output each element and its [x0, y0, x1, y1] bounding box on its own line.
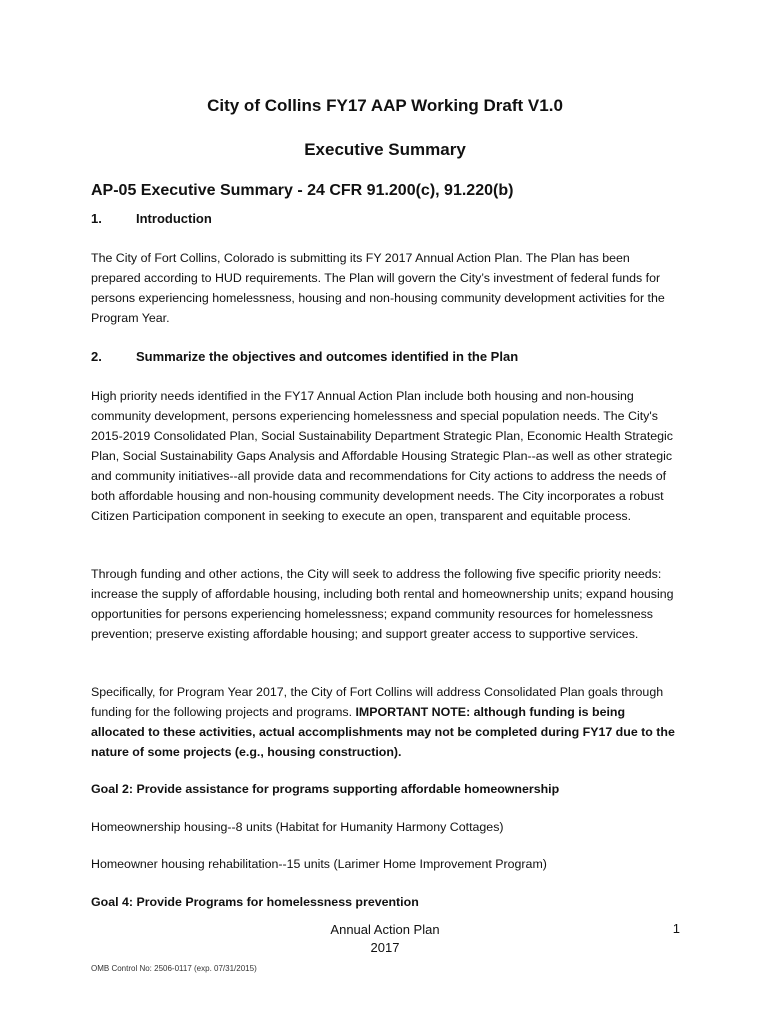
- omb-control-number: OMB Control No: 2506-0117 (exp. 07/31/2015): [91, 964, 257, 973]
- section-2-title: Summarize the objectives and outcomes identified in the Plan: [136, 349, 519, 364]
- section-1-title: Introduction: [136, 211, 212, 226]
- footer-plan: [300, 921, 470, 957]
- specific-paragraph: [91, 682, 681, 762]
- priority-paragraph: High priority needs identified in the FY17 Annual Action Plan include both housing and non-housing community development, persons experiencing homelessness and special population needs. The City's 2015-2019 Consolidated Plan, Social Sustainability Department Strategic Plan, Economic Health Strategic Plan, Social Sustainability Gaps Analysis and Affordable Housing Strategic Plan--as well as other strategic and community initiatives--all provide data and recommendations for City actions to address the needs of both affordable housing and non-housing community development needs. The City incorporates a robust Citizen Participation component in seeking to execute an open, transparent and equitable process.: [91, 389, 673, 523]
- section-1-number: 1.: [91, 211, 102, 226]
- section-2-number: 2.: [91, 349, 102, 364]
- section-2-heading: [91, 349, 518, 364]
- important-note: IMPORTANT NOTE: although funding is being allocated to these activities, actual accomplishments may not be completed during FY17 due to the nature of some projects (e.g., housing construction).: [91, 705, 675, 759]
- intro-paragraph: The City of Fort Collins, Colorado is submitting its FY 2017 Annual Action Plan. The Plan has been prepared according to HUD requirements. The Plan will govern the City’s investment of federal funds for persons experiencing homelessness, housing and non-housing community development activities for the Program Year.: [91, 251, 665, 325]
- footer-year: 2017: [370, 940, 400, 955]
- goal-4-heading: Goal 4: Provide Programs for homelessness prevention: [91, 895, 419, 909]
- specific-plain-text: Specifically, for Program Year 2017, the City of Fort Collins will address Consolidated Plan goals through funding for the following projects and programs.: [91, 685, 664, 719]
- section-heading: AP-05 Executive Summary - 24 CFR 91.200(c), 91.220(b): [91, 182, 514, 199]
- goal-item-rehabilitation: Homeowner housing rehabilitation--15 units (Larimer Home Improvement Program): [91, 857, 547, 871]
- footer-plan-name: Annual Action Plan: [330, 922, 440, 937]
- document-subtitle: Executive Summary: [304, 140, 466, 159]
- document-title: City of Collins FY17 AAP Working Draft V1.0: [207, 96, 563, 115]
- goal-item-homeownership: Homeownership housing--8 units (Habitat for Humanity Harmony Cottages): [91, 820, 504, 834]
- page-number: 1: [672, 921, 680, 936]
- section-1-heading: [91, 211, 212, 226]
- goal-2-heading: Goal 2: Provide assistance for programs supporting affordable homeownership: [91, 782, 560, 796]
- funding-paragraph: Through funding and other actions, the City will seek to address the following five specific priority needs: increase the supply of affordable housing, including both rental and homeownership units; expand housing opportunities for persons experiencing homelessness; expand community resources for homelessness prevention; preserve existing affordable housing; and support greater access to supportive services.: [91, 567, 674, 641]
